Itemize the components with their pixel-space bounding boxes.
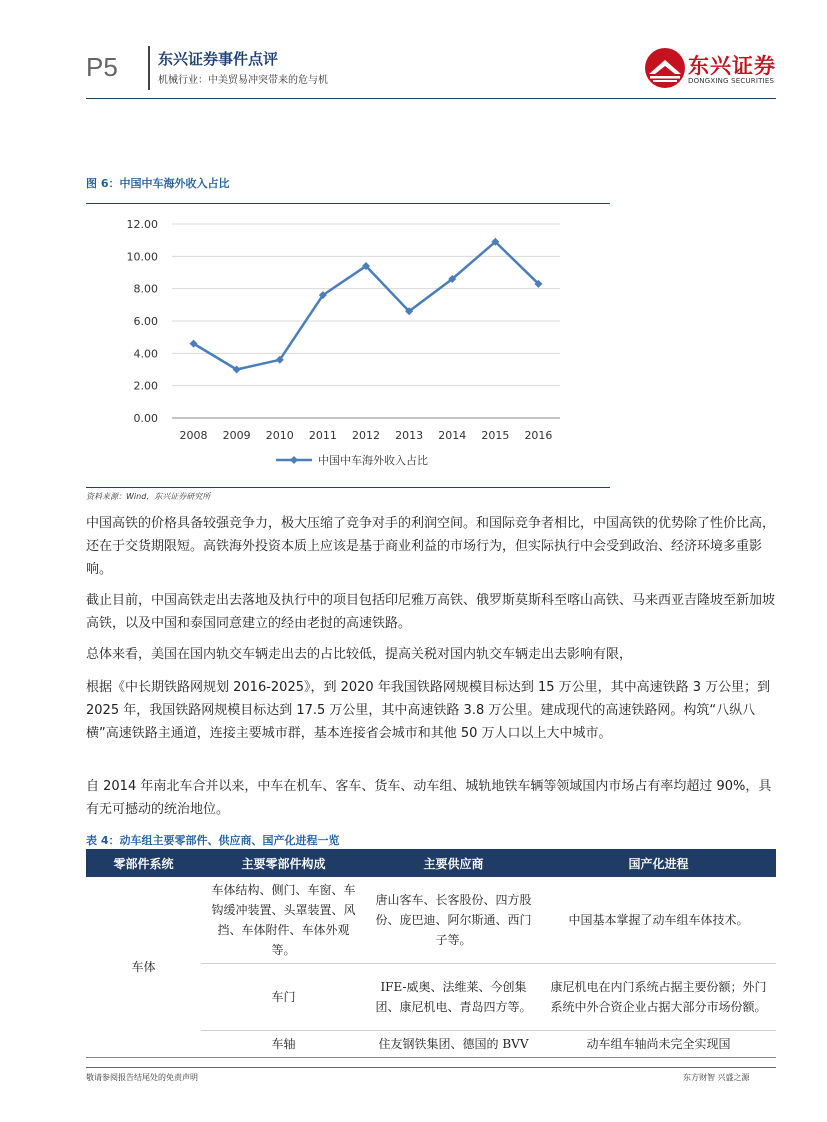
- x-tick-label: 2014: [438, 429, 467, 442]
- paragraph-us-share: 总体来看，美国在国内轨交车辆走出去的占比较低，提高关税对国内轨交车辆走出去影响有限，: [86, 647, 633, 662]
- legend-marker: [290, 456, 298, 464]
- report-title: 东兴证券事件点评: [158, 50, 279, 68]
- parts-cell: 车门: [201, 964, 366, 1031]
- header-suppliers: 主要供应商: [366, 849, 541, 877]
- table-title: 表 4：动车组主要零部件、供应商、国产化进程一览: [86, 834, 340, 847]
- x-tick-label: 2013: [395, 429, 424, 442]
- y-tick-label: 0.00: [133, 412, 158, 425]
- logo-text-cn: 东兴证券: [688, 54, 776, 78]
- supplier-cell: 住友钢铁集团、德国的 BVV: [366, 1031, 541, 1058]
- overseas-revenue-chart: [86, 205, 610, 485]
- x-tick-label: 2016: [524, 429, 553, 442]
- x-tick-label: 2008: [179, 429, 208, 442]
- y-tick-label: 12.00: [126, 218, 158, 231]
- progress-cell: 动车组车轴尚未完全实现国: [541, 1031, 776, 1058]
- logo-text-en: DONGXING SECURITIES: [688, 77, 775, 85]
- parts-cell: 车体结构、侧门、车窗、车钩缓冲装置、头罩装置、风挡、车体附件、车体外观等。: [201, 877, 366, 964]
- y-tick-label: 2.00: [133, 379, 158, 393]
- footer-rule: [86, 1067, 776, 1068]
- supplier-cell: 唐山客车、长客股份、四方股份、庞巴迪、阿尔斯通、西门子等。: [366, 877, 541, 964]
- y-tick-label: 4.00: [133, 347, 158, 361]
- paragraph-market-share: 自 2014 年南北车合并以来，中车在机车、客车、货车、动车组、城轨地铁车辆等领域国内市场占有率均超过 90%，具有无可撼动的统治地位。: [86, 779, 772, 817]
- company-logo-icon: [644, 47, 686, 89]
- header-system: 零部件系统: [86, 849, 201, 877]
- footer-disclaimer: 敬请参阅报告结尾处的免责声明: [86, 1073, 198, 1082]
- y-tick-label: 10.00: [126, 250, 158, 264]
- header-progress: 国产化进程: [541, 849, 776, 877]
- series-line: [194, 242, 539, 370]
- footer-slogan: 东方财智 兴盛之源: [683, 1073, 750, 1082]
- figure-source: 资料来源：Wind，东兴证券研究所: [86, 492, 211, 501]
- header-rule: [86, 98, 776, 99]
- x-tick-label: 2015: [481, 429, 510, 442]
- figure-top-rule: [86, 203, 610, 204]
- table-header-row: [86, 849, 776, 877]
- y-tick-label: 6.00: [133, 315, 158, 328]
- report-subtitle: 机械行业：中美贸易冲突带来的危与机: [158, 75, 328, 86]
- x-tick-label: 2009: [222, 429, 251, 442]
- page-number: P5: [86, 52, 118, 82]
- supplier-cell: IFE-威奥、法维莱、今创集团、康尼机电、青岛四方等。: [366, 964, 541, 1031]
- header-divider: [148, 46, 150, 90]
- figure-title: 图 6：中国中车海外收入占比: [86, 177, 230, 190]
- progress-cell: 中国基本掌握了动车组车体技术。: [541, 877, 776, 964]
- legend-label: 中国中车海外收入占比: [318, 454, 428, 467]
- x-tick-label: 2010: [265, 429, 294, 442]
- system-cell: 车体: [86, 877, 201, 1058]
- paragraph-railway-plan: 根据《中长期铁路网规划 2016-2025》，到 2020 年我国铁路网规模目标达到 15 万公里，其中高速铁路 3 万公里；到 2025 年，我国铁路网规模目标达到 17.5 万公里，其中高速铁路 3.8 万公里。建成现代的高速铁路网。构筑“八纵八横”高速铁路主通道，连接主要城市群，基本连接省会城市和其他 50 万人口以上大中城市。: [86, 680, 771, 741]
- x-tick-label: 2011: [308, 429, 337, 442]
- figure-bottom-rule: [86, 487, 610, 488]
- paragraph-projects: 截止目前，中国高铁走出去落地及执行中的项目包括印尼雅万高铁、俄罗斯莫斯科至喀山高铁、马来西亚吉隆坡至新加坡高铁，以及中国和泰国同意建立的经由老挝的高速铁路。: [86, 593, 776, 631]
- parts-cell: 车轴: [201, 1031, 366, 1058]
- parts-table: [86, 849, 776, 1058]
- header-parts: 主要零部件构成: [201, 849, 366, 877]
- progress-cell: 康尼机电在内门系统占据主要份额；外门系统中外合资企业占据大部分市场份额。: [541, 964, 776, 1031]
- table-row: [86, 877, 776, 964]
- y-tick-label: 8.00: [133, 282, 158, 296]
- paragraph-price-advantage: 中国高铁的价格具备较强竞争力，极大压缩了竞争对手的利润空间。和国际竞争者相比，中国高铁的优势除了性价比高，还在于交货期限短。高铁海外投资本质上应该是基于商业利益的市场行为，但实际执行中会受到政治、经济环境多重影响。: [86, 516, 776, 577]
- x-tick-label: 2012: [352, 429, 380, 442]
